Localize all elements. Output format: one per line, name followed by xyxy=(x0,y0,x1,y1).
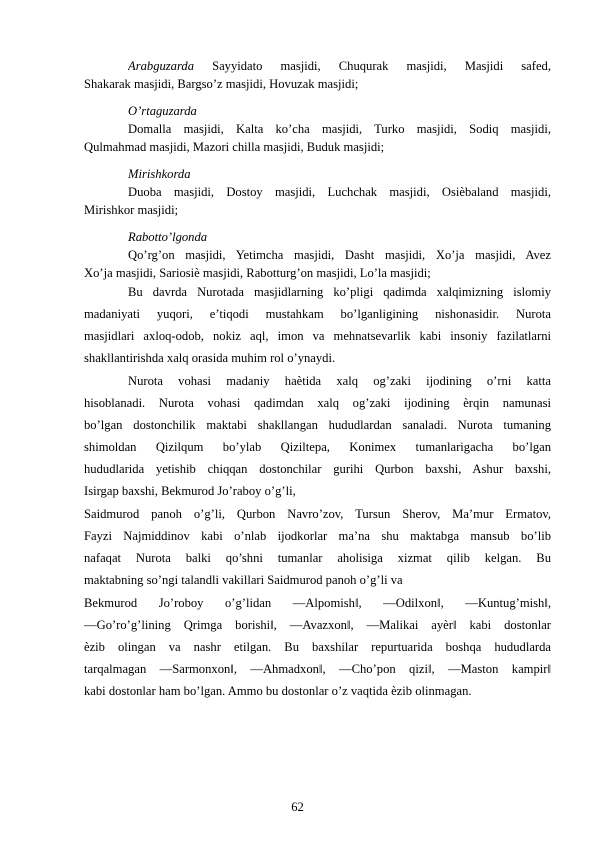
text-line: madaniyati yuqori, e’tiqodi mustahkam bo’lganligining nishonasidir. Nurota xyxy=(84,307,551,321)
text-line: Bu davrda Nurotada masjidlarning ko’pligi qadimda xalqimizning islomiy xyxy=(128,285,551,299)
text-line: hisoblanadi. Nurota vohasi qadimdan xalq og’zaki ijodining ѐrqin namunasi xyxy=(84,396,551,410)
text-line: nafaqat Nurota balki qo’shni tumanlar aholisiga xizmat qilib kelgan. Bu xyxy=(84,551,551,565)
text-line: Nurota vohasi madaniy haѐtida xalq og’zaki ijodining o’rni katta xyxy=(128,374,551,388)
text-line: shimoldan Qizilqum bo’ylab Qiziltepa, Konimex tumanlarigacha bo’lgan xyxy=(84,440,551,454)
text-line: Xo’ja masjidi, Sariosiѐ masjidi, Rabotturg’on masjidi, Lo’la masjidi; xyxy=(84,266,431,280)
text-line: Bekmurod Jo’roboy o’g’lidan ―Alpomish‖, ―Odilxon‖, ―Kuntug’mish‖, xyxy=(84,596,551,610)
text-line: kabi dostonlar ham bo’lgan. Ammo bu dostonlar o’z vaqtida ѐzib olinmagan. xyxy=(84,684,472,698)
text-line: ѐzib olingan va nashr etilgan. Bu baxshilar repurtuarida boshqa hududlarda xyxy=(84,640,551,654)
text-line: masjidlari axloq-odob, nokiz aql, imon va mehnatsevarlik kabi insoniy fazilatlarni xyxy=(84,329,551,343)
text-line: Fayzi Najmiddinov kabi o’nlab ijodkorlar ma’na shu maktabga mansub bo’lib xyxy=(84,529,551,543)
text-line: Saidmurod panoh o’g’li, Qurbon Navro’zov, Tursun Sherov, Ma’mur Ermatov, xyxy=(84,507,551,521)
text-line: bo’lgan dostonchilik maktabi shakllangan hududlardan sanaladi. Nurota tumaning xyxy=(84,418,551,432)
text-line: ―Go’ro’g’lining Qrimga borishi‖, ―Avazxon‖, ―Malikai ayѐr‖ kabi dostonlar xyxy=(84,618,551,632)
text-line: hududlarida yetishib chiqqan dostonchilar gurihi Qurbon baxshi, Ashur baxshi, xyxy=(84,462,551,476)
text-line xyxy=(128,58,551,74)
text-line: Domalla masjidi, Kalta ko’cha masjidi, Turko masjidi, Sodiq masjidi, xyxy=(128,122,551,136)
text-line: maktabning so’ngi talandli vakillari Saidmurod panoh o’g’li va xyxy=(84,573,403,587)
text-line: Mirishkor masjidi; xyxy=(84,203,179,217)
text-line: Qo’rg’on masjidi, Yetimcha masjidi, Dasht masjidi, Xo’ja masjidi, Avez xyxy=(128,248,551,262)
text-line: shakllantirishda xalq orasida muhim rol o’ynaydi. xyxy=(84,351,336,365)
text-line: tarqalmagan ―Sarmonxon‖, ―Ahmadxon‖, ―Cho’pon qizi‖, ―Maston kampir‖ xyxy=(84,662,551,676)
section-heading: Mirishkorda xyxy=(128,167,191,181)
text-line: Shakarak masjidi, Bargso’z masjidi, Hovuzak masjidi; xyxy=(84,77,359,91)
page-number: 62 xyxy=(291,800,304,814)
text-line: Duoba masjidi, Dostoy masjidi, Luchchak masjidi, Osiѐbaland masjidi, xyxy=(128,185,551,199)
section-heading: O’rtaguzarda xyxy=(128,104,197,118)
section-heading: Arabguzarda xyxy=(128,59,195,73)
text-line: Qulmahmad masjidi, Mazori chilla masjidi, Buduk masjidi; xyxy=(84,140,385,154)
text-line-rest: Sayyidato masjidi, Chuqurak masjidi, Masjidi safed, xyxy=(194,59,551,73)
text-line: Isirgap baxshi, Bekmurod Jo’raboy o’g’li, xyxy=(84,484,296,498)
section-heading: Rabotto’lgonda xyxy=(128,230,208,244)
